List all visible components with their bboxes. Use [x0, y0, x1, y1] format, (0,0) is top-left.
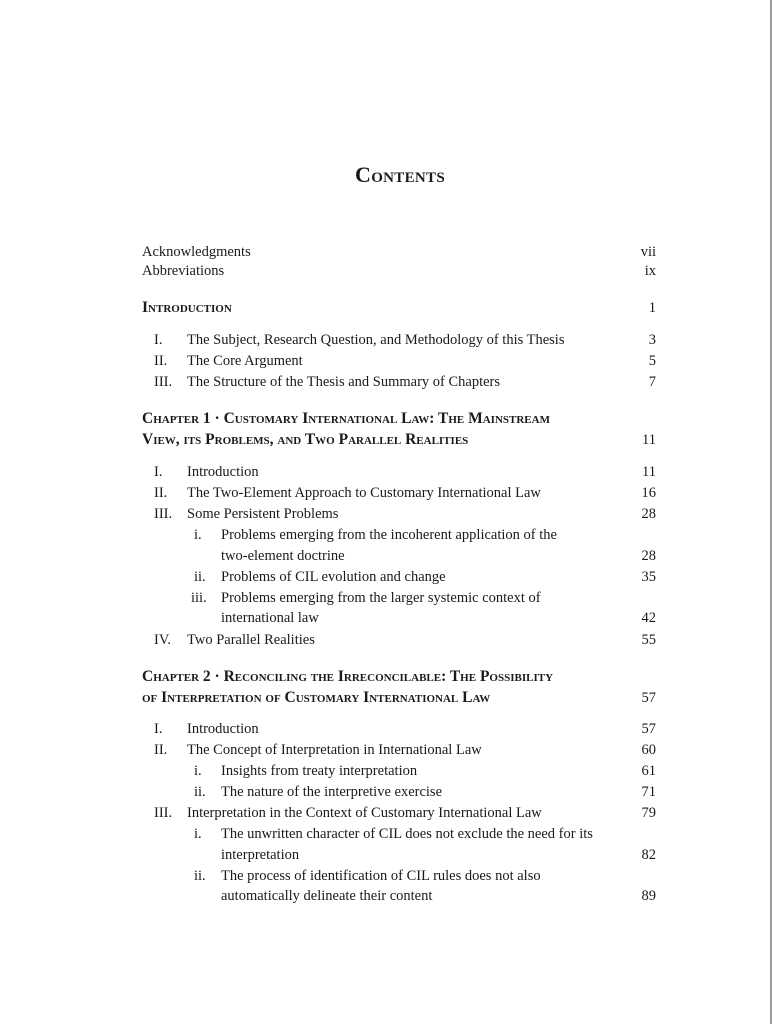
chapter-page-2: 57 [641, 690, 656, 706]
toc-subitem-page: 89 [641, 888, 656, 904]
toc-subitem-number: iii. [191, 590, 207, 606]
toc-item-number: I. [154, 721, 163, 737]
page-title: Contents [355, 162, 445, 187]
toc-subitem-title-cont[interactable]: two-element doctrine [221, 548, 345, 564]
chapter-heading-2-line2[interactable]: of Interpretation of Customary International Law [142, 689, 491, 706]
toc-subitem-title[interactable]: Problems emerging from the incoherent application of the [221, 527, 557, 543]
toc-subitem-number: i. [194, 763, 202, 779]
toc-subitem-title-cont[interactable]: interpretation [221, 847, 300, 863]
toc-item-page: 7 [648, 374, 656, 390]
toc-entry-page: vii [640, 244, 656, 260]
toc-subitem-title-cont[interactable]: automatically delineate their content [221, 888, 433, 904]
toc-item-title[interactable]: Introduction [187, 464, 259, 480]
section-heading-introduction[interactable]: Introduction [142, 299, 232, 316]
toc-entry-page: ix [644, 263, 656, 279]
toc-item-title[interactable]: Interpretation in the Context of Customary International Law [187, 805, 542, 821]
chapter-heading-1-line2[interactable]: View, its Problems, and Two Parallel Realities [142, 431, 469, 448]
toc-item-page: 11 [642, 464, 656, 480]
toc-item-number: III. [154, 805, 173, 821]
toc-item-page: 60 [641, 742, 656, 758]
toc-subitem-page: 71 [641, 784, 656, 800]
toc-subitem-number: ii. [194, 784, 206, 800]
section-page-introduction: 1 [648, 300, 656, 316]
toc-entry-acknowledgments[interactable] [142, 242, 656, 262]
toc-item-number: III. [154, 374, 173, 390]
toc-subitem-title[interactable]: Insights from treaty interpretation [221, 763, 418, 779]
toc-item-number: I. [154, 332, 163, 348]
toc-item-number: I. [154, 464, 163, 480]
toc-subitem-title[interactable]: Problems emerging from the larger systemic context of [221, 590, 541, 606]
toc-item-title[interactable]: Two Parallel Realities [187, 632, 315, 648]
toc-item-title[interactable]: Introduction [187, 721, 259, 737]
toc-entry-title: Abbreviations [142, 263, 225, 279]
chapter-heading-2-line1[interactable]: Chapter 2 · Reconciling the Irreconcilable: The Possibility [142, 668, 554, 685]
toc-item-page: 28 [641, 506, 656, 522]
toc-item-page: 55 [641, 632, 656, 648]
toc-item-title[interactable]: The Core Argument [187, 353, 303, 369]
toc-subitem-title[interactable]: The process of identification of CIL rules does not also [221, 868, 541, 884]
toc-subitem-page: 28 [641, 548, 656, 564]
toc-subitem-number: i. [194, 826, 202, 842]
toc-entry-abbreviations[interactable] [142, 261, 656, 281]
toc-subitem-title[interactable]: Problems of CIL evolution and change [221, 569, 446, 585]
toc-item-page: 57 [641, 721, 656, 737]
toc-subitem-title[interactable]: The unwritten character of CIL does not exclude the need for its [221, 826, 593, 842]
toc-item-number: III. [154, 506, 173, 522]
toc-item-page: 79 [641, 805, 656, 821]
toc-item-title[interactable]: The Two-Element Approach to Customary International Law [187, 485, 541, 501]
toc-subitem-page: 82 [641, 847, 656, 863]
toc-item-title[interactable]: Some Persistent Problems [187, 506, 339, 522]
toc-subitem-title-cont[interactable]: international law [221, 610, 319, 626]
toc-item-number: II. [154, 353, 168, 369]
toc-subitem-number: ii. [194, 569, 206, 585]
toc-item-title[interactable]: The Subject, Research Question, and Methodology of this Thesis [187, 332, 565, 348]
toc-subitem-number: i. [194, 527, 202, 543]
toc-subitem-title[interactable]: The nature of the interpretive exercise [221, 784, 443, 800]
toc-subitem-page: 35 [641, 569, 656, 585]
toc-item-number: II. [154, 485, 168, 501]
toc-subitem-page: 61 [641, 763, 656, 779]
toc-item-page: 5 [648, 353, 656, 369]
chapter-page-1: 11 [642, 432, 656, 448]
toc-item-title[interactable]: The Structure of the Thesis and Summary of Chapters [187, 374, 501, 390]
toc-subitem-page: 42 [641, 610, 656, 626]
toc-item-page: 3 [648, 332, 656, 348]
toc-item-number: IV. [154, 632, 172, 648]
toc-entry-title: Acknowledgments [142, 244, 251, 260]
toc-item-page: 16 [641, 485, 656, 501]
toc-subitem-number: ii. [194, 868, 206, 884]
chapter-heading-1-line1[interactable]: Chapter 1 · Customary International Law: The Mainstream [142, 410, 550, 427]
toc-item-title[interactable]: The Concept of Interpretation in International Law [187, 742, 482, 758]
toc-item-number: II. [154, 742, 168, 758]
